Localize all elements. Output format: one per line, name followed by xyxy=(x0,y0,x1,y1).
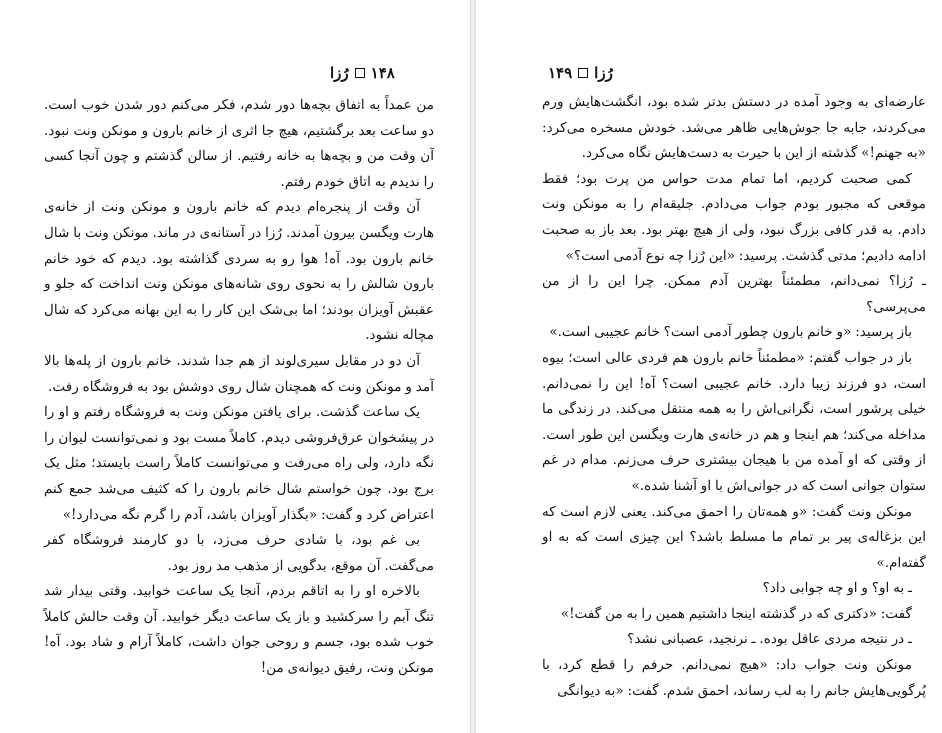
right-page xyxy=(476,0,942,733)
paragraph: عارضه‌ای به وجود آمده در دستش بدتر شده بود، انگشت‌هایش ورم می‌کردند، جابه جا جوش‌هایی ظاهر می‌شد. خودش مسخره می‌کرد: «به جهنم!» گذشته از این با حیرت به دست‌هایش نگاه می‌کرد. xyxy=(542,94,926,162)
paragraph: یک ساعت گذشت. برای یافتن مونکن ونت به فروشگاه رفتم و او را در پیشخوان عرق‌فروشی دیدم. کاملاً مست بود و نمی‌توانست لیوان را نگه دارد، ولی راه می‌رفت و می‌توانست کاملاً راست بایستد؛ مثل یک برج بود. چون خواستم شال خانم بارون را که کثیف می‌شد جمع کنم اعتراض کرد و گفت: «بگذار آویزان باشد، آدم را گرم نگه می‌دارد!» xyxy=(44,404,434,523)
paragraph: کمی صحبت کردیم، اما تمام مدت حواس من پرت بود؛ فقط موقعی که مجبور بودم جواب می‌دادم. جلیقه‌ام را به مونکن ونت دادم. به قدر کافی بزرگ نبود، ولی از هیچ بهتر بود. بعد باز به صحبت ادامه دادیم؛ مدتی گذشت. پرسید: «این رُزا چه نوع آدمی است؟» xyxy=(542,170,926,264)
paragraph: باز پرسید: «و خانم بارون چطور آدمی است؟ خانم عجیبی است.» xyxy=(549,324,912,341)
paragraph: بی غم بود، با شادی حرف می‌زد، با دو کارمند فروشگاه کفر می‌گفت. آن موقع، بدگویی از مذهب مد روز بود. xyxy=(44,532,434,574)
square-ornament-icon xyxy=(355,68,365,78)
left-page-header xyxy=(330,62,395,84)
right-page-header xyxy=(548,62,613,84)
paragraph: مونکن ونت گفت: «و همه‌تان را احمق می‌کند. یعنی لازم است که این بزغاله‌ی پیر بر تمام ما مسلط باشد؟ این چیزی است که به او گفته‌ام.» xyxy=(542,503,926,571)
left-page-number: ۱۴۸ xyxy=(370,64,395,82)
paragraph: ـ رُزا؟ نمی‌دانم، مطمئناً بهترین آدم ممکن. چرا این را از من می‌پرسی؟ xyxy=(542,273,926,315)
paragraph: آن وقت از پنجره‌ام دیدم که خانم بارون و مونکن ونت از خانه‌ی هارت ویگسن بیرون آمدند. رُزا در آستانه‌ی در ماند. مونکن ونت با شال خانم بارون بود. آه! هوا رو به سردی گذاشته بود. دیدم که خود خانم بارون شالش را به نحوی روی شانه‌های مونکن ونت انداخت که جلو و عقبش آویزان بودند؛ اما بی‌شک این کار را به این بهانه می‌کرد که شال مچاله نشود. xyxy=(44,199,434,344)
paragraph: باز در جواب گفتم: «مطمئناً خانم بارون هم فردی عالی است؛ بیوه است، دو فرزند زیبا دارد. خانم عجیبی است؟ آه! این را نمی‌دانم. خیلی پرشور است، نگرانی‌اش را به همه منتقل می‌کند. در زندگی ما مداخله می‌کند؛ هم اینجا و هم در خانه‌ی هارت ویگسن این طور است. از وقتی که او آمده من با هیجان بیشتری حرف می‌زنم. مدام در غم ستوان جوانی است که در جوانی‌اش با او آشنا شده.» xyxy=(542,349,926,494)
square-ornament-icon xyxy=(578,68,588,78)
paragraph: آن دو در مقابل سیری‌لوند از هم جدا شدند. خانم بارون از پله‌ها بالا آمد و مونکن ونت که همچنان شال روی دوشش بود به فروشگاه رفت. xyxy=(44,352,434,395)
paragraph: مونکن ونت جواب داد: «هیچ نمی‌دانم. حرفم را قطع کرد، با پُرگویی‌هایش جانم را به لب رساند، احمق شدم. گفت: «به دیوانگی xyxy=(542,657,926,699)
right-page-number: ۱۴۹ xyxy=(548,64,573,82)
left-page xyxy=(0,0,470,733)
left-page-running-title: رُزا xyxy=(330,64,349,82)
paragraph: ـ در نتیجه مردی عاقل بوده. ـ نرنجید، عصبانی نشد؟ xyxy=(627,631,912,648)
left-page-body xyxy=(44,93,434,682)
paragraph: بالاخره او را به اتاقم بردم، آنجا یک ساعت خوابید. وقتی بیدار شد تنگ آبم را سرکشید و باز یک ساعت دیگر خوابید. آن وقت حالش کاملاً خوب شده بود، جسم و روحی جوان داشت، کاملاً آرام و شاد بود. آه! مونکن ونت، رفیق دیوانه‌ی من! xyxy=(44,583,434,677)
paragraph: گفت: «دکتری که در گذشته اینجا داشتیم همین را به من گفت!» xyxy=(560,605,912,622)
paragraph: من عمداً به اتفاق بچه‌ها دور شدم، فکر می‌کنم دور شدن خوب است. دو ساعت بعد برگشتیم، هیچ جا اثری از خانم بارون و مونکن ونت نبود. آن وقت من و بچه‌ها به خانه رفتیم. از سالن گذشتم و چون آنجا کسی را ندیدم به اتاق خودم رفتم. xyxy=(44,97,434,190)
right-page-running-title: رُزا xyxy=(594,64,613,82)
right-page-body xyxy=(542,90,926,704)
paragraph: ـ به او؟ و او چه جوابی داد؟ xyxy=(762,580,912,597)
